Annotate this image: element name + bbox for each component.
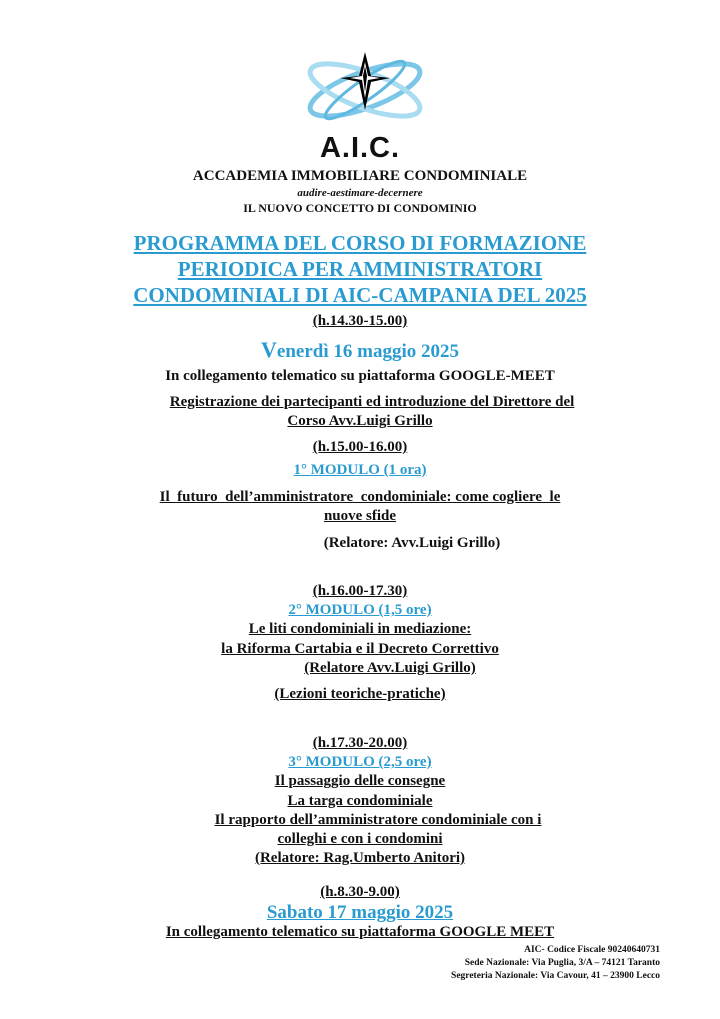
module3-topic-line2: La targa condominiale bbox=[287, 793, 433, 809]
compass-star-logo-icon bbox=[290, 40, 440, 135]
day1-date-rest: enerdì 16 maggio 2025 bbox=[276, 341, 459, 362]
module1-title: 1° MODULO (1 ora) bbox=[293, 462, 427, 478]
footer-national-office: Sede Nazionale: Via Puglia, 3/A – 74121 Taranto bbox=[464, 958, 660, 968]
footer-fiscal-code: AIC- Codice Fiscale 90240640731 bbox=[524, 945, 660, 955]
day1-date bbox=[0, 337, 720, 363]
module2-time: (h.16.00-17.30) bbox=[312, 583, 408, 599]
module3-topic-line4: colleghi e con i condomini bbox=[277, 831, 443, 847]
module3-title: 3° MODULO (2,5 ore) bbox=[288, 754, 432, 770]
module3-topic-line3: Il rapporto dell’amministratore condominiale con i bbox=[214, 812, 542, 828]
module1-time: (h.15.00-16.00) bbox=[312, 439, 408, 455]
day2-connection: In collegamento telematico su piattaforma GOOGLE MEET bbox=[165, 924, 555, 940]
motto: audire-aestimare-decernere bbox=[297, 187, 423, 199]
registration-line1: Registrazione dei partecipanti ed introduzione del Direttore del bbox=[169, 394, 575, 410]
registration-line2: Corso Avv.Luigi Grillo bbox=[287, 413, 433, 429]
module3-time: (h.17.30-20.00) bbox=[312, 735, 408, 751]
footer-secretariat: Segreteria Nazionale: Via Cavour, 41 – 23900 Lecco bbox=[451, 971, 660, 981]
day1-connection: In collegamento telematico su piattaforma GOOGLE-MEET bbox=[165, 368, 555, 384]
module3-speaker: (Relatore: Rag.Umberto Anitori) bbox=[254, 850, 466, 866]
module2-note: (Lezioni teoriche-pratiche) bbox=[274, 686, 446, 702]
module2-speaker: (Relatore Avv.Luigi Grillo) bbox=[304, 660, 476, 676]
module1-speaker: (Relatore: Avv.Luigi Grillo) bbox=[323, 535, 501, 551]
tagline: IL NUOVO CONCETTO DI CONDOMINIO bbox=[243, 201, 477, 215]
logo-wordmark: A.I.C. bbox=[319, 132, 401, 164]
module2-topic-line2: la Riforma Cartabia e il Decreto Correttivo bbox=[221, 641, 499, 657]
day2-date: Sabato 17 maggio 2025 bbox=[266, 902, 454, 923]
page-title-line3: CONDOMINIALI DI AIC-CAMPANIA DEL 2025 bbox=[133, 283, 587, 307]
registration-time: (h.14.30-15.00) bbox=[312, 313, 408, 329]
module2-title: 2° MODULO (1,5 ore) bbox=[288, 602, 432, 618]
module1-topic-line2: nuove sfide bbox=[323, 508, 397, 524]
day2-time: (h.8.30-9.00) bbox=[320, 884, 400, 900]
page-title-line1: PROGRAMMA DEL CORSO DI FORMAZIONE bbox=[133, 231, 587, 255]
module3-topic-line1: Il passaggio delle consegne bbox=[274, 773, 446, 789]
page-title-line2: PERIODICA PER AMMINISTRATORI bbox=[177, 257, 543, 281]
day1-date-initial: V bbox=[261, 337, 277, 362]
module2-topic-line1: Le liti condominiali in mediazione: bbox=[248, 621, 472, 637]
org-name: ACCADEMIA IMMOBILIARE CONDOMINIALE bbox=[192, 168, 528, 184]
module1-topic-line1: Il futuro dell’amministratore condominiale: come cogliere le bbox=[159, 489, 561, 505]
